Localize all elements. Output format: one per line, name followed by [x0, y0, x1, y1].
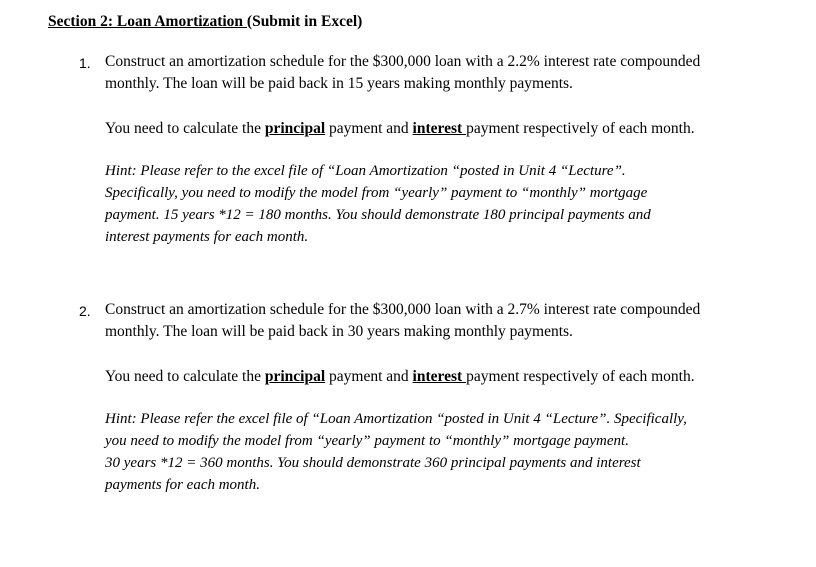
principal-emphasis: principal — [264, 368, 326, 385]
hint-line: Specifically, you need to modify the model from “yearly” payment to “monthly” mortgage — [105, 185, 648, 201]
description-line: monthly. The loan will be paid back in 15 years making monthly payments. — [105, 75, 573, 92]
hint-line: Hint: Please refer to the excel file of “Loan Amortization “posted in Unit 4 “Lecture”. — [105, 163, 626, 179]
principal-emphasis: principal — [264, 120, 326, 137]
calc-text: payment respectively of each month. — [466, 120, 695, 137]
hint-block — [105, 160, 805, 248]
calc-text: payment and — [325, 368, 413, 385]
item-number: 2. — [79, 303, 91, 319]
calc-text: payment respectively of each month. — [466, 368, 695, 385]
calculation-instruction — [105, 118, 805, 140]
description-line: Construct an amortization schedule for the $300,000 loan with a 2.2% interest rate compounded — [105, 53, 701, 70]
hint-line: payment. 15 years *12 = 180 months. You should demonstrate 180 principal payments and — [105, 207, 651, 223]
calculation-instruction — [105, 366, 805, 388]
hint-line: interest payments for each month. — [105, 229, 309, 245]
item-number: 1. — [79, 55, 91, 71]
interest-emphasis: interest — [412, 368, 467, 385]
interest-emphasis: interest — [412, 120, 467, 137]
hint-line: 30 years *12 = 360 months. You should demonstrate 360 principal payments and interest — [105, 455, 641, 471]
item-description — [105, 299, 805, 343]
calc-text: You need to calculate the — [105, 368, 265, 385]
description-line: monthly. The loan will be paid back in 30 years making monthly payments. — [105, 323, 573, 340]
hint-line: Hint: Please refer the excel file of “Loan Amortization “posted in Unit 4 “Lecture”. Specifically, — [105, 411, 687, 427]
item-description — [105, 51, 805, 95]
hint-block — [105, 408, 805, 496]
description-line: Construct an amortization schedule for the $300,000 loan with a 2.7% interest rate compounded — [105, 301, 701, 318]
hint-line: payments for each month. — [105, 477, 260, 493]
section-title-underlined: Section 2: Loan Amortization — [48, 13, 247, 30]
hint-line: you need to modify the model from “yearly” payment to “monthly” mortgage payment. — [105, 433, 629, 449]
section-title — [48, 13, 362, 31]
calc-text: payment and — [325, 120, 413, 137]
section-title-rest: (Submit in Excel) — [246, 13, 363, 30]
calc-text: You need to calculate the — [105, 120, 265, 137]
